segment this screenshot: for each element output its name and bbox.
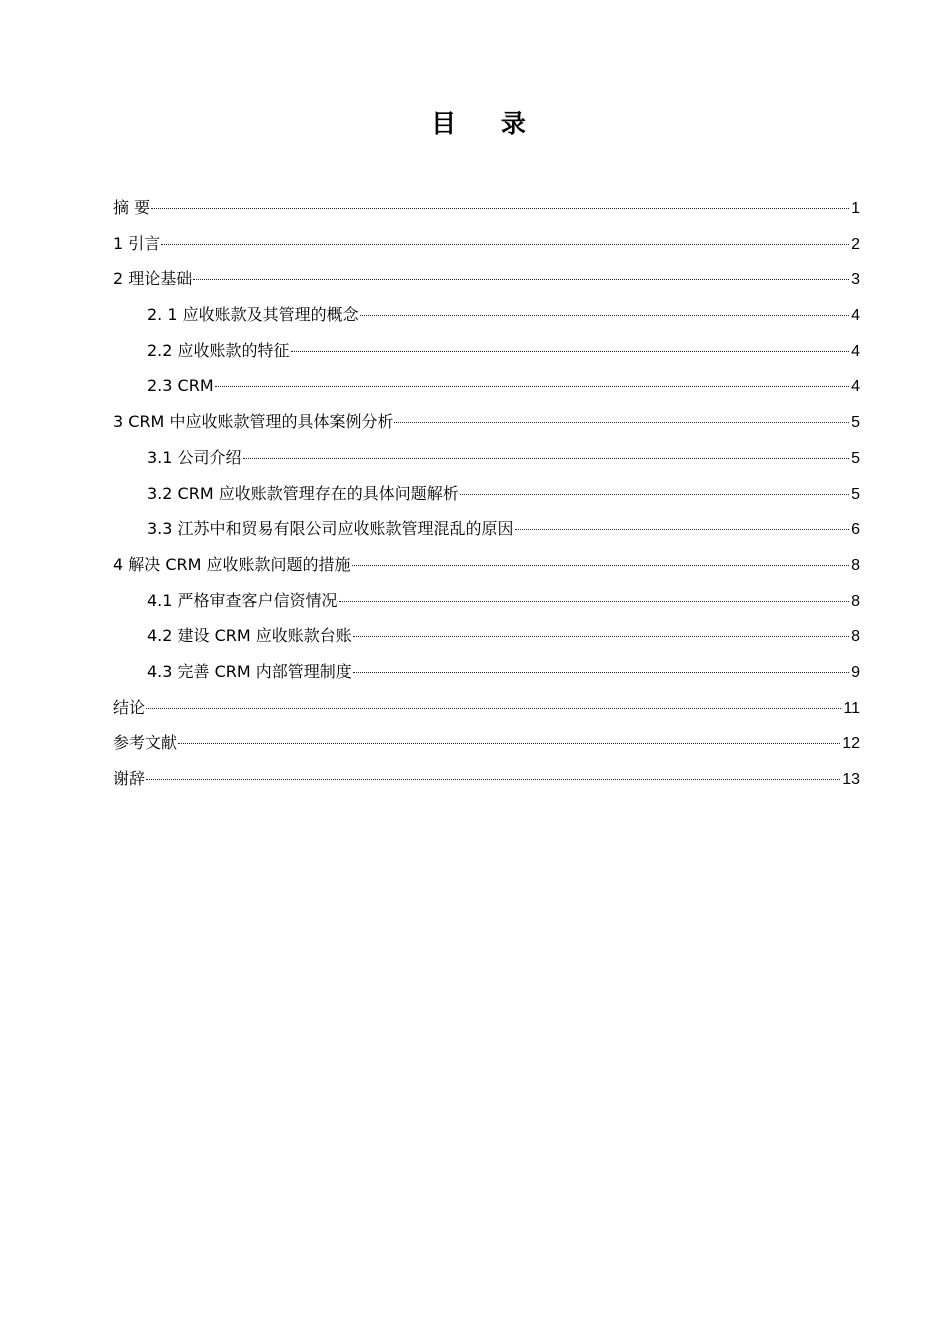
toc-entry-3-3[interactable] xyxy=(113,511,860,547)
dot-leader xyxy=(515,529,850,530)
toc-entry-4-1[interactable] xyxy=(113,583,860,619)
dot-leader xyxy=(161,244,849,245)
toc-entry-label: 3.2 CRM 应收账款管理存在的具体问题解析 xyxy=(147,483,459,503)
toc-entry-page-number: 1 xyxy=(851,200,860,217)
toc-entry-page-number: 9 xyxy=(851,663,860,681)
toc-entry-page-number: 4 xyxy=(851,307,860,325)
toc-entry-abstract[interactable] xyxy=(113,190,860,226)
toc-entry-label: 2.3 CRM xyxy=(147,376,214,396)
toc-entry-page-number: 4 xyxy=(851,378,860,396)
toc-entry-3-2[interactable] xyxy=(113,476,860,512)
toc-entry-page-number: 3 xyxy=(851,271,860,289)
dot-leader xyxy=(339,601,850,602)
toc-entry-conclusion[interactable] xyxy=(113,690,860,726)
toc-entry-theory[interactable] xyxy=(113,261,860,297)
toc-entry-label: 2 理论基础 xyxy=(113,269,193,289)
toc-entry-page-number: 11 xyxy=(843,699,860,717)
table-of-contents xyxy=(113,190,860,797)
toc-entry-2-3[interactable] xyxy=(113,368,860,404)
toc-entry-acknowledgements[interactable] xyxy=(113,761,860,797)
toc-entry-page-number: 6 xyxy=(851,521,860,539)
toc-entry-3-1[interactable] xyxy=(113,440,860,476)
dot-leader xyxy=(193,279,849,280)
dot-leader xyxy=(460,494,849,495)
toc-entry-introduction[interactable] xyxy=(113,226,860,262)
dot-leader xyxy=(215,386,849,387)
dot-leader xyxy=(146,779,840,780)
dot-leader xyxy=(243,458,850,459)
dot-leader xyxy=(353,636,849,637)
toc-entry-2-2[interactable] xyxy=(113,333,860,369)
dot-leader xyxy=(178,743,840,744)
toc-entry-measures[interactable] xyxy=(113,547,860,583)
toc-title: 目 录 xyxy=(431,109,544,138)
toc-entry-label: 3.1 公司介绍 xyxy=(147,447,242,467)
dot-leader xyxy=(394,422,849,423)
toc-entry-4-2[interactable] xyxy=(113,618,860,654)
toc-entry-label: 谢辞 xyxy=(113,769,146,788)
toc-entry-label: 2.2 应收账款的特征 xyxy=(147,340,290,360)
toc-entry-label: 4.2 建设 CRM 应收账款台账 xyxy=(147,626,352,646)
dot-leader xyxy=(291,351,850,352)
toc-entry-label: 3 CRM 中应收账款管理的具体案例分析 xyxy=(113,412,394,432)
dot-leader xyxy=(146,708,841,709)
toc-entry-label: 1 引言 xyxy=(113,233,161,253)
toc-entry-page-number: 8 xyxy=(851,628,860,646)
toc-entry-page-number: 5 xyxy=(851,449,860,467)
toc-entry-page-number: 12 xyxy=(842,735,860,753)
toc-entry-page-number: 2 xyxy=(851,235,860,253)
toc-entry-label: 结论 xyxy=(113,697,146,717)
toc-entry-label: 2. 1 应收账款及其管理的概念 xyxy=(147,305,359,325)
toc-entry-label: 参考文献 xyxy=(113,733,178,753)
toc-entry-2-1[interactable] xyxy=(113,297,860,333)
toc-entry-page-number: 4 xyxy=(851,342,860,360)
toc-entry-page-number: 5 xyxy=(851,414,860,432)
toc-entry-label: 摘 要 xyxy=(113,198,151,217)
toc-entry-case-analysis[interactable] xyxy=(113,404,860,440)
dot-leader xyxy=(352,565,850,566)
toc-entry-label: 3.3 江苏中和贸易有限公司应收账款管理混乱的原因 xyxy=(147,519,514,539)
toc-entry-label: 4.3 完善 CRM 内部管理制度 xyxy=(147,661,352,681)
toc-entry-page-number: 8 xyxy=(851,556,860,574)
toc-entry-page-number: 8 xyxy=(851,592,860,610)
toc-entry-references[interactable] xyxy=(113,725,860,761)
toc-entry-page-number: 13 xyxy=(842,771,860,788)
dot-leader xyxy=(353,672,849,673)
toc-entry-label: 4 解决 CRM 应收账款问题的措施 xyxy=(113,554,351,574)
dot-leader xyxy=(151,208,849,209)
toc-entry-page-number: 5 xyxy=(851,485,860,503)
toc-entry-label: 4.1 严格审查客户信资情况 xyxy=(147,590,338,610)
dot-leader xyxy=(360,315,849,316)
toc-entry-4-3[interactable] xyxy=(113,654,860,690)
